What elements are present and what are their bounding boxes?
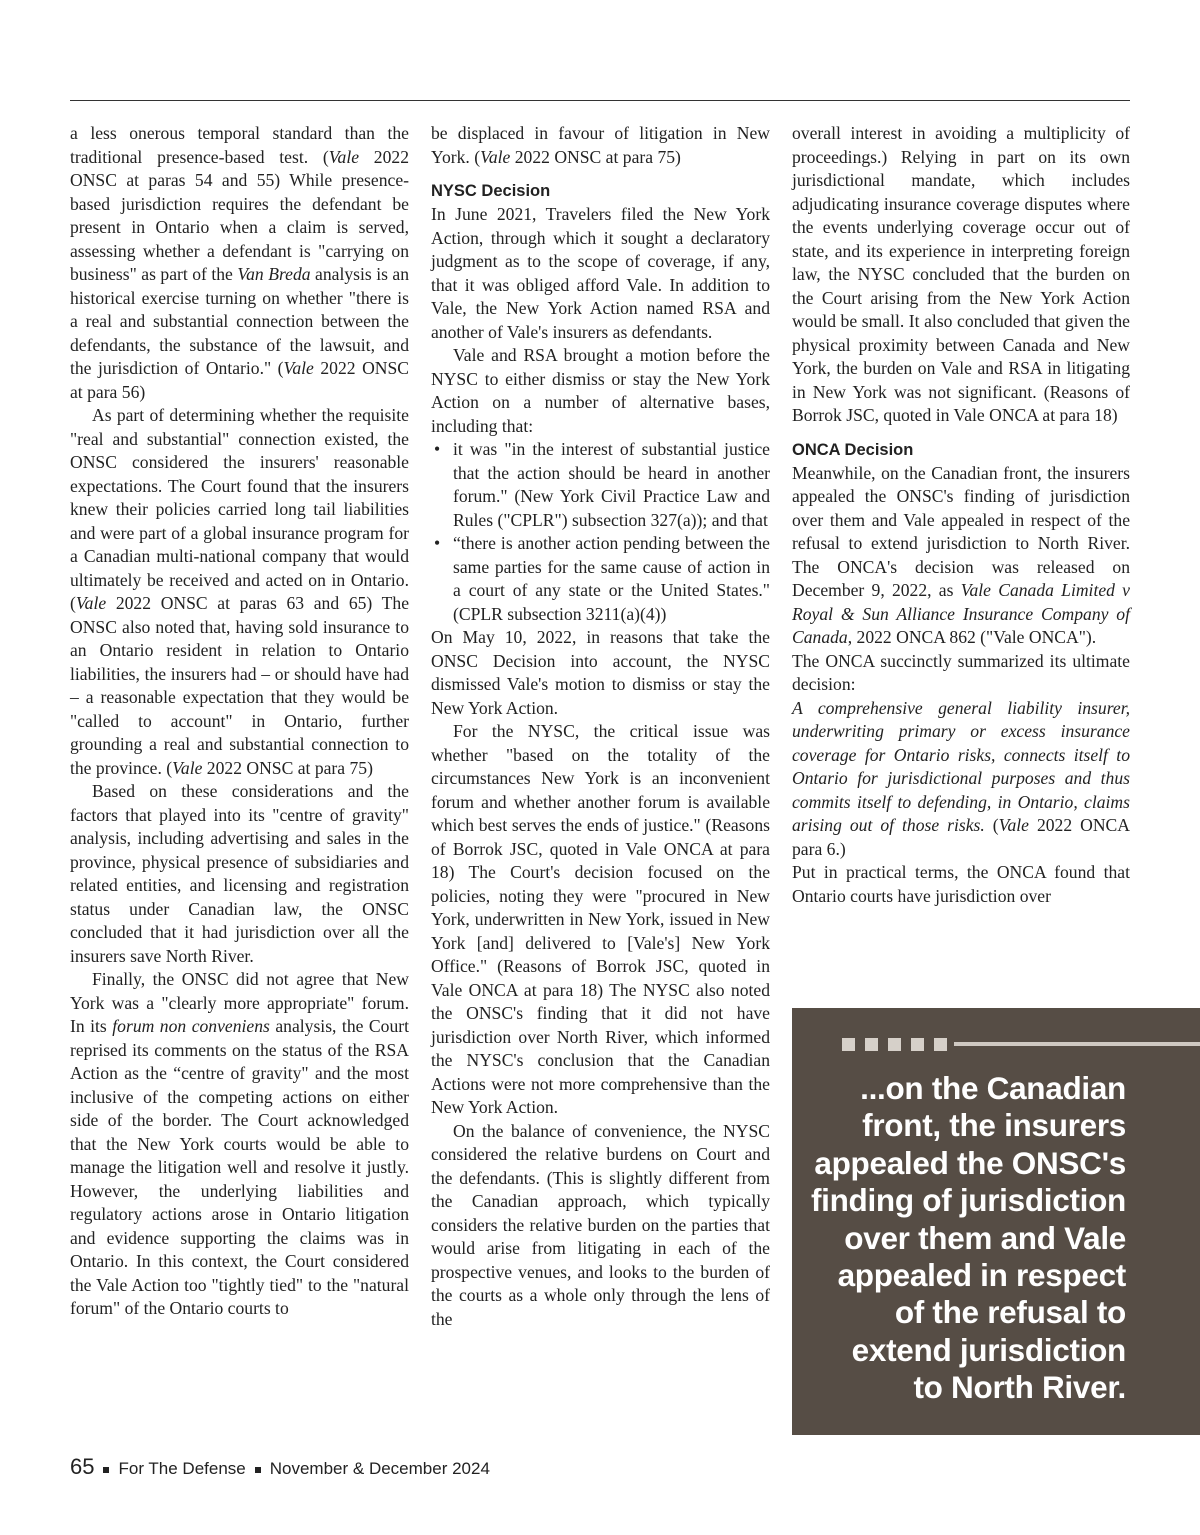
column-3	[792, 122, 1130, 908]
col2-paragraph-6: On the balance of convenience, the NYSC considered the relative burdens on Court and the defendants. (This is slightly different from the Canadian approach, which typically considers the relative burden on the parties that would arise from litigating in each of the prospective venues, and looks to the burden of the courts as a whole only through the lens of the	[431, 1120, 770, 1329]
pull-quote-box	[792, 1008, 1200, 1435]
square-icon	[911, 1038, 924, 1051]
list-item: • “there is another action pending between the same parties for the same cause of action in a court of any state or the United States." (CPLR subsection 3211(a)(4))	[434, 533, 770, 624]
square-icon	[934, 1038, 947, 1051]
pull-quote-line: extend jurisdiction	[851, 1331, 1126, 1368]
col1-paragraph-2: As part of determining whether the requisite "real and substantial" connection existed, the ONSC considered the insurers' reasonable expectations. The Court found that the insurers knew their policies carried long tail liabilities and were part of a global insurance program for a Canadian multi-national company that would ultimately be received and acted on in Ontario. (Vale 2022 ONSC at paras 63 and 65) The ONSC also noted that, having sold insurance to an Ontario resident in relation to Ontario liabilities, the insurers had – or should have had – a reasonable expectation that they would be "called to account" in Ontario, further grounding a real and substantial connection to the province. (Vale 2022 ONSC at para 75)	[70, 405, 409, 778]
bullet-list	[431, 438, 770, 626]
col2-paragraph-4: On May 10, 2022, in reasons that take the ONSC Decision into account, the NYSC dismissed Vale's motion to dismiss or stay the New York Action.	[431, 627, 770, 718]
pull-quote-line: finding of jurisdiction	[810, 1182, 1126, 1219]
page-number: 65	[70, 1454, 95, 1479]
col2-paragraph-1: be displaced in favour of litigation in New York. (Vale 2022 ONSC at para 75)	[431, 123, 770, 167]
top-rule	[70, 100, 1130, 101]
block-quote: A comprehensive general liability insurer, underwriting primary or excess insurance coverage for Ontario risks, connects itself to Ontario for jurisdictional purposes and thus commits itself to defending, in Ontario, claims arising out of those risks. (Vale 2022 ONCA para 6.)	[792, 697, 1130, 859]
decorative-stripe	[954, 1042, 1200, 1046]
publication-name: For The Defense	[118, 1459, 246, 1478]
column-2	[431, 122, 770, 1331]
col2-paragraph-5: For the NYSC, the critical issue was whether "based on the totality of the circumstances New York is an inconvenient forum and whether another forum is available which best serves the ends of justice." (Reasons of Borrok JSC, quoted in Vale ONCA at para 18) The Court's decision focused on the policies, noting they were "procured in New York, underwritten in New York, issued in New York [and] delivered to [Vale's] New York Office." (Reasons of Borrok JSC, quoted in Vale ONCA at para 18) The NYSC also noted the ONSC's finding that it did not have jurisdiction over North River, which informed the NYSC's conclusion that the Canadian Actions were not more comprehensive than the New York Action.	[431, 721, 770, 1117]
pull-quote-line: of the refusal to	[894, 1294, 1126, 1331]
square-icon	[888, 1038, 901, 1051]
pull-quote-line: ...on the Canadian	[860, 1070, 1126, 1106]
pull-quote-line: front, the insurers	[862, 1107, 1126, 1144]
section-heading-onca: ONCA Decision	[792, 440, 914, 459]
pull-quote-line: to North River.	[913, 1369, 1126, 1406]
col2-paragraph-2: In June 2021, Travelers filed the New York Action, through which it sought a declaratory judgment as to the scope of coverage, if any, that it was obliged afford Vale. In addition to Vale, the New York Action named RSA and another of Vale's insurers as defendants.	[431, 204, 770, 342]
square-icon	[842, 1038, 855, 1051]
col3-paragraph-3: The ONCA succinctly summarized its ultimate decision:	[792, 650, 1130, 694]
col2-paragraph-3: Vale and RSA brought a motion before the NYSC to either dismiss or stay the New York Action on a number of alternative bases, including that:	[431, 345, 770, 436]
col1-paragraph-4: Finally, the ONSC did not agree that New York was a "clearly more appropriate" forum. In its forum non conveniens analysis, the Court reprised its comments on the status of the RSA Action as the “centre of gravity" and the most inclusive of the competing actions on either side of the border. The Court acknowledged that the New York courts would be able to manage the litigation well and resolve it justly. However, the underlying liabilities and regulatory actions arose in Ontario litigation and evidence supporting the claims was in Ontario. In this context, the Court considered the Vale Action too "tightly tied" to the "natural forum" of the Ontario courts to	[70, 969, 409, 1318]
issue-date: November & December 2024	[269, 1459, 490, 1478]
square-icon	[865, 1038, 878, 1051]
pull-quote-text	[796, 1070, 1126, 1407]
separator-icon	[103, 1467, 109, 1473]
col3-paragraph-2: Meanwhile, on the Canadian front, the insurers appealed the ONSC's finding of jurisdiction over them and Vale appealed in respect of the refusal to extend jurisdiction to North River. The ONCA's decision was released on December 9, 2022, as Vale Canada Limited v Royal & Sun Alliance Insurance Company of Canada, 2022 ONCA 862 ("Vale ONCA").	[792, 462, 1130, 647]
separator-icon	[255, 1467, 261, 1473]
col3-paragraph-1: overall interest in avoiding a multiplicity of proceedings.) Relying in part on its own jurisdictional mandate, which includes adjudicating insurance coverage disputes where the events underlying coverage occur out of state, and its experience in interpreting foreign law, the NYSC concluded that the burden on the Court arising from the New York Action would be small. It also concluded that given the physical proximity between Canada and New York, the burden on Vale and RSA in litigating in New York was not significant. (Reasons of Borrok JSC, quoted in Vale ONCA at para 18)	[792, 123, 1130, 425]
pull-quote-line: over them and Vale	[844, 1219, 1126, 1256]
bullet-icon: •	[434, 533, 441, 553]
column-1	[70, 122, 409, 1321]
section-heading-nysc: NYSC Decision	[431, 182, 551, 200]
col1-paragraph-3: Based on these considerations and the factors that played into its "centre of gravity" analysis, including advertising and sales in the province, physical presence of subsidiaries and related entities, and licensing and registration status under Canadian law, the ONSC concluded that it had jurisdiction over all the insurers save North River.	[70, 781, 409, 966]
pull-quote-line: appealed in respect	[837, 1257, 1126, 1294]
col1-paragraph-1: a less onerous temporal standard than the traditional presence-based test. (Vale 2022 ONSC at paras 54 and 55) While presence-based jurisdiction requires the defendant be present in Ontario when a claim is served, assessing whether a defendant is "carrying on business" as part of the Van Breda analysis is an historical exercise turning on whether "there is a real and substantial connection between the defendants, the substance of the lawsuit, and the jurisdiction of Ontario." (Vale 2022 ONSC at para 56)	[70, 123, 410, 402]
bullet-icon: •	[434, 439, 441, 459]
pull-quote-line: appealed the ONSC's	[814, 1144, 1126, 1181]
list-item: • it was "in the interest of substantial justice that the action should be heard in another forum." (New York Civil Practice Law and Rules ("CPLR") subsection 327(a)); and that	[434, 439, 770, 530]
page-footer	[70, 1454, 490, 1480]
col3-paragraph-4: Put in practical terms, the ONCA found that Ontario courts have jurisdiction over	[792, 862, 1130, 906]
